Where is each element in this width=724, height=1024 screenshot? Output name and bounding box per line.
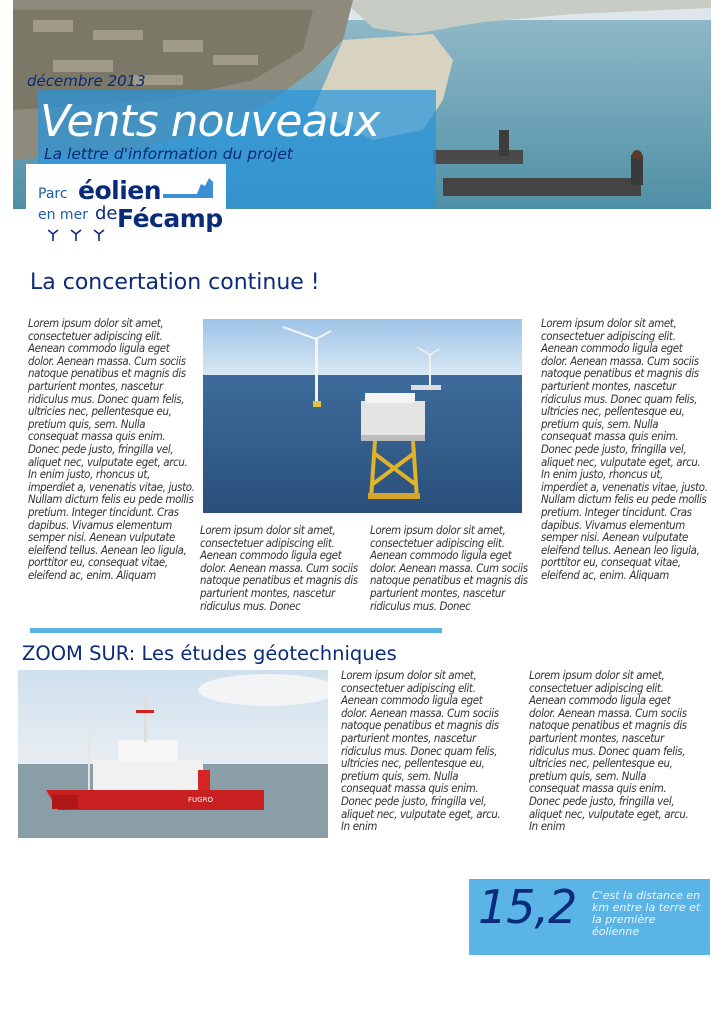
article-column-mid-a: Lorem ipsum dolor sit amet, consectetuer adipiscing elit. Aenean commodo ligula eget dolor. Aenean massa. Cum sociis natoque penatibus et magnis dis parturient montes, nascetur ridiculus mus. Donec xyxy=(200,523,358,613)
logo-word-en-mer: en mer xyxy=(38,207,88,223)
section-divider xyxy=(30,628,442,633)
ship-marking: FUGRO xyxy=(188,796,213,804)
survey-ship-photo xyxy=(18,670,328,838)
issue-date: décembre 2013 xyxy=(27,72,146,90)
offshore-wind-photo xyxy=(203,319,522,513)
section-title-zoom: ZOOM SUR: Les études géotechniques xyxy=(22,642,397,665)
logo-word-de: de xyxy=(95,203,118,224)
article-column-right: Lorem ipsum dolor sit amet, consectetuer adipiscing elit. Aenean commodo ligula eget dolor. Aenean massa. Cum sociis natoque penatibus et magnis dis parturient montes, nascetur ridiculus mus. Donec quam felis, ultricies nec, pellentesque eu, pretium quis, sem. Nulla consequat massa quis enim. Donec pede justo, fringilla vel, aliquet nec, vulputate eget, arcu. In enim justo, rhoncus ut, imperdiet a, venenatis vitae, justo. Nullam dictum felis eu pede mollis pretium. Integer tincidunt. Cras dapibus. Vivamus elementum semper nisi. Aenean vulputate eleifend tellus. Aenean leo ligula, porttitor eu, consequat vitae, eleifend ac, enim. Aliquam xyxy=(541,316,708,582)
key-figure-number: 15,2 xyxy=(478,880,577,934)
article-column-mid-b: Lorem ipsum dolor sit amet, consectetuer adipiscing elit. Aenean commodo ligula eget dolor. Aenean massa. Cum sociis natoque penatibus et magnis dis parturient montes, nascetur ridiculus mus. Donec xyxy=(370,523,528,613)
turbines-logo-icon xyxy=(48,228,108,242)
article-column-zoom-a: Lorem ipsum dolor sit amet, consectetuer adipiscing elit. Aenean commodo ligula eget dolor. Aenean massa. Cum sociis natoque penatibus et magnis dis parturient montes, nascetur ridiculus mus. Donec quam felis, ultricies nec, pellentesque eu, pretium quis, sem. Nulla consequat massa quis enim. Donec pede justo, fringilla vel, aliquet nec, vulputate eget, arcu. In enim xyxy=(341,668,501,834)
logo-word-fecamp: Fécamp xyxy=(117,204,223,233)
newsletter-title: Vents nouveaux xyxy=(40,96,380,147)
logo-word-eolien: éolien xyxy=(78,176,162,205)
cliff-logo-icon xyxy=(163,178,213,200)
key-figure-caption: C'est la distance en km entre la terre et la première éolienne xyxy=(592,889,701,938)
section-title-concertation: La concertation continue ! xyxy=(30,270,320,295)
article-column-zoom-b: Lorem ipsum dolor sit amet, consectetuer adipiscing elit. Aenean commodo ligula eget dolor. Aenean massa. Cum sociis natoque penatibus et magnis dis parturient montes, nascetur ridiculus mus. Donec quam felis, ultricies nec, pellentesque eu, pretium quis, sem. Nulla consequat massa quis enim. Donec pede justo, fringilla vel, aliquet nec, vulputate eget, arcu. In enim xyxy=(529,668,689,834)
article-column-left: Lorem ipsum dolor sit amet, consectetuer adipiscing elit. Aenean commodo ligula eget dolor. Aenean massa. Cum sociis natoque penatibus et magnis dis parturient montes, nascetur ridiculus mus. Donec quam felis, ultricies nec, pellentesque eu, pretium quis, sem. Nulla consequat massa quis enim. Donec pede justo, fringilla vel, aliquet nec, vulputate eget, arcu. In enim justo, rhoncus ut, imperdiet a, venenatis vitae, justo. Nullam dictum felis eu pede mollis pretium. Integer tincidunt. Cras dapibus. Vivamus elementum semper nisi. Aenean vulputate eleifend tellus. Aenean leo ligula, porttitor eu, consequat vitae, eleifend ac, enim. Aliquam xyxy=(28,316,195,582)
newsletter-subtitle: La lettre d'information du projet xyxy=(44,145,293,163)
logo-word-parc: Parc xyxy=(38,186,68,202)
